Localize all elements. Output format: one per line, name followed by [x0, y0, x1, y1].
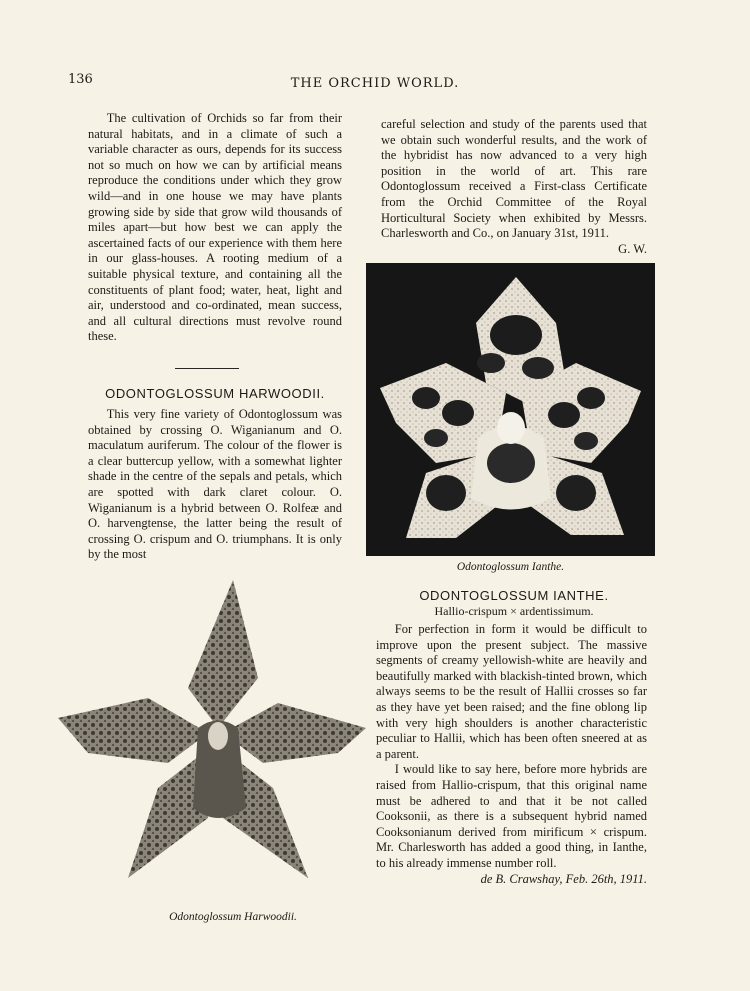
harwoodii-photo	[58, 578, 368, 900]
harwoodii-flower-illustration	[58, 578, 368, 900]
harwoodii-caption: Odontoglossum Harwoodii.	[169, 911, 297, 923]
ianthe-flower-illustration	[366, 263, 655, 556]
running-title: THE ORCHID WORLD.	[290, 76, 460, 91]
continuation-paragraph: careful selection and study of the parents used that we obtain such wonderful results, and the work of the hybridist has now advanced to a very high position in the world of art. This rare Odontoglossum received a First-class Certificate from the Orchid Committee of the Royal Horticultural Society when exhibited by Messrs. Charlesworth and Co., on January 31st, 1911.	[381, 117, 647, 241]
ianthe-heading: ODONTOGLOSSUM IANTHE.	[419, 588, 609, 603]
ianthe-signature: de B. Crawshay, Feb. 26th, 1911.	[480, 871, 647, 886]
continuation-signature: G. W.	[618, 241, 647, 256]
column	[208, 722, 228, 750]
ianthe-paragraph-1: For perfection in form it would be difficult to improve upon the present subject. The massive segments of creamy yellowish-white are heavily and beautifully marked with blackish-tinted brown, which always seems to be the result of Hallii crosses so far as they have yet been raised; and the fine oblong lip with very high shoulders is another characteristic peculiar to Hallii, which has been often sneered at as a parent.	[376, 622, 647, 761]
continuation-column	[381, 117, 647, 257]
section-divider	[175, 368, 239, 369]
ianthe-caption: Odontoglossum Ianthe.	[456, 561, 565, 573]
left-petal	[58, 698, 208, 763]
dorsal-sepal	[188, 580, 258, 728]
page-number: 136	[68, 72, 93, 87]
ianthe-photo	[366, 263, 655, 556]
harwoodii-paragraph: This very fine variety of Odontoglossum was obtained by crossing O. Wiganianum and O. maculatum auriferum. The colour of the flower is a clear buttercup yellow, with a somewhat lighter shade in the centre of the sepals and petals, which are spotted with dark claret colour. O. Wiganianum is a hybrid between O. Rolfeæ and O. harvengtense, the latter being the result of crossing O. crispum and O. triumphans. It is only by the most	[88, 407, 342, 562]
harwoodii-column	[88, 407, 342, 563]
ianthe-column	[376, 622, 647, 887]
intro-column	[88, 111, 342, 345]
right-petal	[223, 703, 366, 763]
ianthe-paragraph-2: I would like to say here, before more hybrids are raised from Hallio-crispum, that this original name must be adhered to and that it be not called Cooksonii, as there is a subsequent hybrid named Cooksonianum derived from mirificum × crispum. Mr. Charlesworth has added a good thing, in Ianthe, to his already immense number roll.	[376, 762, 647, 870]
cultivation-paragraph: The cultivation of Orchids so far from their natural habitats, and in a climate of such a variable character as ours, depends for its success not so much on how we can by artificial means reproduce the conditions under which they grow wild—and in one house we may have plants growing side by side that grow wild thousands of miles apart—but how best we can apply the ascertained facts of our experience with them here in our glass-houses. A rooting medium of a suitable physical texture, and containing all the constituents of plant food; water, heat, light and air, understood and co-ordinated, mean success, and all cultural directions must revolve round these.	[88, 111, 342, 344]
ianthe-parentage: Hallio-crispum × ardentissimum.	[434, 604, 594, 618]
column	[497, 412, 525, 444]
harwoodii-heading: ODONTOGLOSSUM HARWOODII.	[105, 386, 325, 401]
